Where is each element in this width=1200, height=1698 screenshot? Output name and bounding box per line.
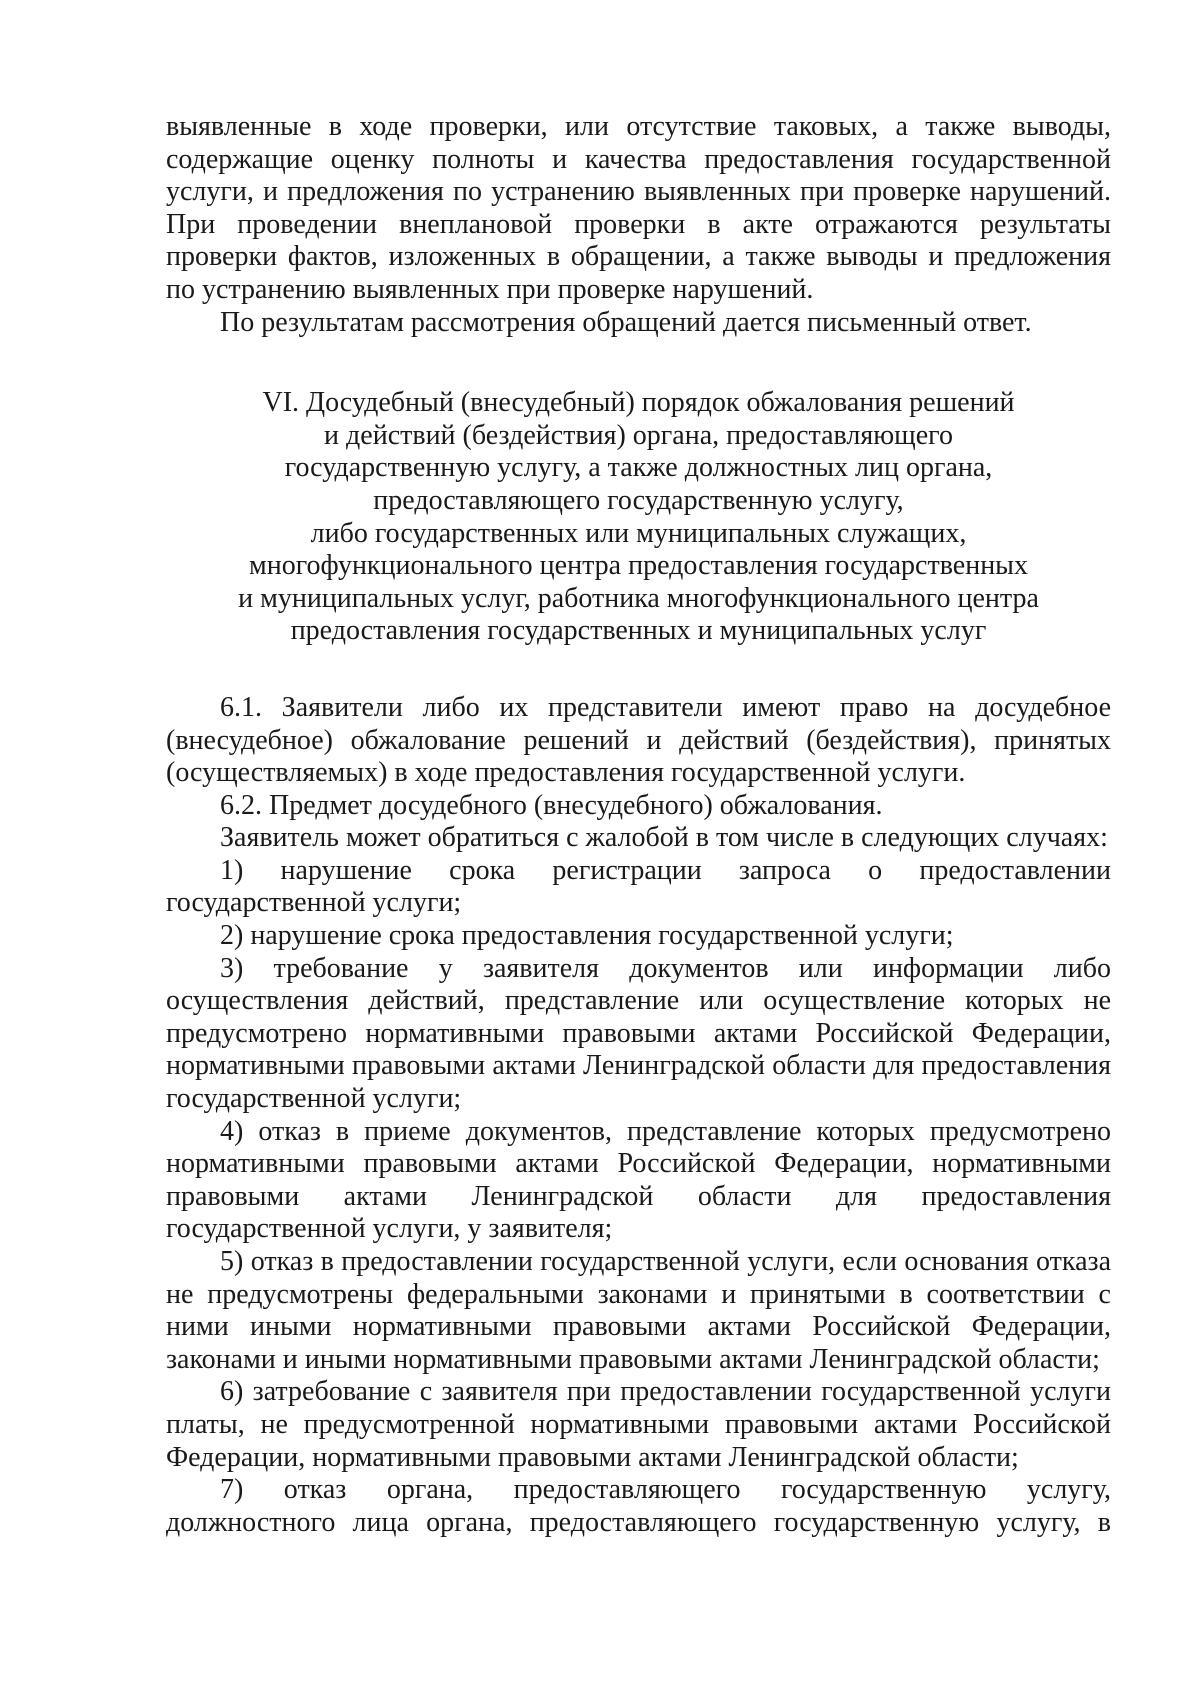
section-heading: [166, 387, 1111, 648]
section-heading-line: многофункционального центра предоставления государственных: [249, 550, 1028, 582]
list-item-6: 6) затребование с заявителя при предоставлении государственной услуги платы, не предусмотренной нормативными правовыми актами Российской Федерации, нормативными правовыми актами Ленинградской области;: [166, 1376, 1111, 1473]
list-item-5: 5) отказ в предоставлении государственной услуги, если основания отказа не предусмотрены федеральными законами и принятыми в соответствии с ними иными нормативными правовыми актами Российской Федерации, законами и иными нормативными правовыми актами Ленинградской области;: [166, 1246, 1111, 1375]
list-item-3: 3) требование у заявителя документов или информации либо осуществления действий, представление или осуществление которых не предусмотрено нормативными правовыми актами Российской Федерации, нормативными правовыми актами Ленинградской области для предоставления государственной услуги;: [166, 952, 1111, 1115]
paragraph-6-2: 6.2. Предмет досудебного (внесудебного) обжалования.: [220, 789, 883, 821]
intro-paragraph-answer: По результатам рассмотрения обращений дается письменный ответ.: [220, 306, 1032, 338]
intro-paragraph: выявленные в ходе проверки, или отсутствие таковых, а также выводы, содержащие оценку полноты и качества предоставления государственной услуги, и предложения по устранению выявленных при проверке нарушений. При проведении внеплановой проверки в акте отражаются результаты проверки фактов, изложенных в обращении, а также выводы и предложения по устранению выявленных при проверке нарушений.: [166, 111, 1111, 305]
section-heading-line: и действий (бездействия) органа, предоставляющего: [324, 419, 953, 451]
section-heading-line: государственную услугу, а также должностных лиц органа,: [284, 452, 993, 484]
section-heading-line: предоставляющего государственную услугу,: [373, 484, 904, 516]
paragraph-cases-intro: Заявитель может обратиться с жалобой в том числе в следующих случаях:: [220, 822, 1108, 854]
list-item-1: 1) нарушение срока регистрации запроса о предоставлении государственной услуги;: [166, 854, 1111, 919]
document-body: [166, 111, 1111, 1539]
list-item-2: 2) нарушение срока предоставления государственной услуги;: [220, 920, 954, 952]
list-item-7: 7) отказ органа, предоставляющего государственную услугу, должностного лица органа, предоставляющего государственную услугу, в: [166, 1474, 1111, 1538]
list-item-4: 4) отказ в приеме документов, представление которых предусмотрено нормативными правовыми актами Российской Федерации, нормативными правовыми актами Ленинградской области для предоставления государственной услуги, у заявителя;: [166, 1115, 1111, 1245]
section-heading-line: VI. Досудебный (внесудебный) порядок обжалования решений: [262, 387, 1015, 419]
section-heading-line: и муниципальных услуг, работника многофункционального центра: [238, 582, 1039, 614]
section-heading-line: предоставления государственных и муниципальных услуг: [290, 615, 987, 647]
section-heading-line: либо государственных или муниципальных служащих,: [310, 517, 967, 549]
paragraph-6-1: 6.1. Заявители либо их представители имеют право на досудебное (внесудебное) обжалование решений и действий (бездействия), принятых (осуществляемых) в ходе предоставления государственной услуги.: [166, 691, 1111, 789]
